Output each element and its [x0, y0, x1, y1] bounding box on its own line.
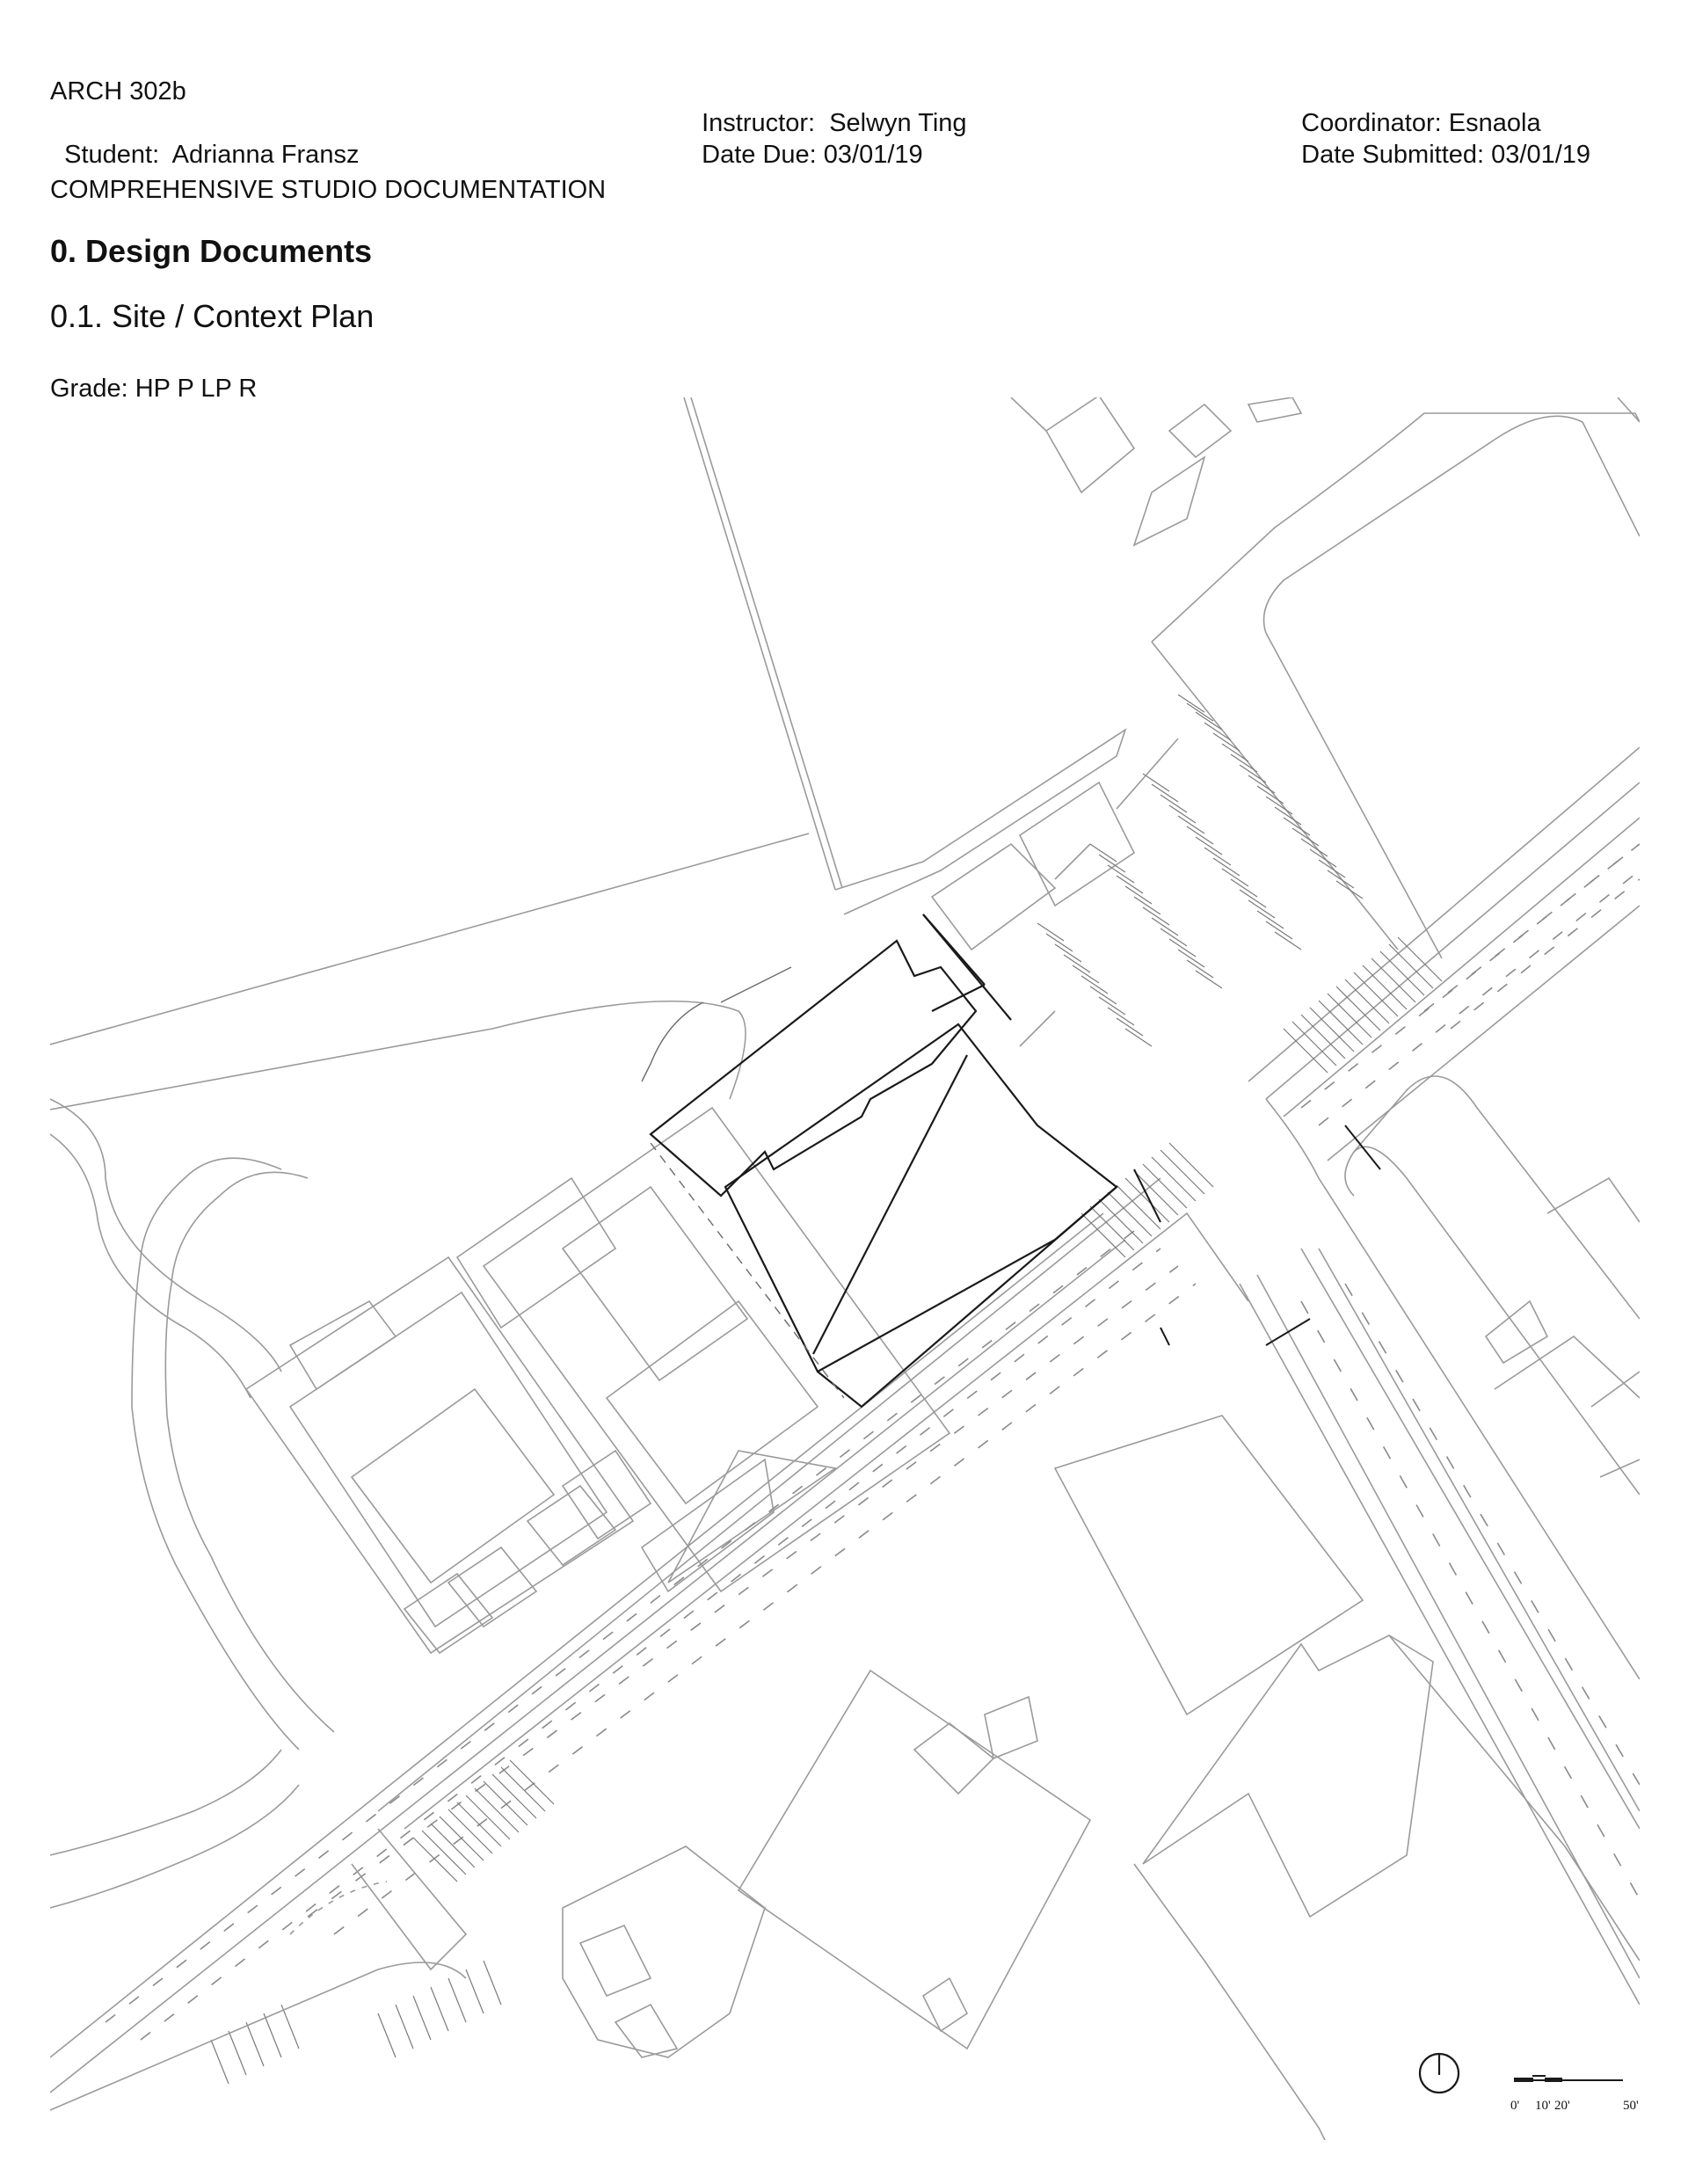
parking-lot-top	[1152, 413, 1640, 642]
scale-label-10: 10'	[1535, 2099, 1551, 2113]
parking-stalls	[1037, 695, 1363, 1046]
date-due-value: 03/01/19	[823, 141, 923, 169]
instructor-label: Instructor:	[702, 109, 816, 137]
north-arrow-icon	[1420, 2054, 1459, 2093]
student-label: Student:	[64, 141, 160, 169]
scale-label-20: 20'	[1554, 2099, 1570, 2113]
instructor-name: Selwyn Ting	[829, 109, 967, 137]
subsection-title: 0.1. Site / Context Plan	[50, 298, 375, 334]
section-markers	[1134, 1125, 1380, 1345]
scale-label-0: 0'	[1510, 2099, 1520, 2113]
park-edge	[50, 834, 809, 1045]
scale-label-50: 50'	[1623, 2099, 1639, 2113]
doc-title: COMPREHENSIVE STUDIO DOCUMENTATION	[50, 176, 607, 204]
crosswalk	[211, 937, 1442, 2084]
coordinator-label: Coordinator:	[1301, 109, 1442, 137]
scale-bar	[1515, 2076, 1623, 2081]
date-due-label: Date Due:	[702, 141, 817, 169]
building-left-complex	[246, 1257, 633, 1653]
building-lower-center	[738, 1671, 1090, 2049]
date-submitted-value: 03/01/19	[1491, 141, 1591, 169]
date-submitted-label: Date Submitted:	[1301, 141, 1485, 169]
section-title: 0. Design Documents	[50, 233, 373, 269]
proposed-building	[651, 914, 1117, 1407]
student-name: Adrianna Fransz	[171, 141, 360, 169]
grade-line: Grade: HP P LP R	[50, 375, 258, 403]
course-code: ARCH 302b	[50, 77, 186, 106]
curved-road	[50, 1099, 281, 1372]
building-top-1	[1046, 396, 1134, 492]
lane-markings	[106, 844, 1640, 2040]
building-lower-right	[1055, 1416, 1363, 1714]
property-line	[684, 397, 835, 890]
coordinator-name: Esnaola	[1448, 109, 1541, 137]
